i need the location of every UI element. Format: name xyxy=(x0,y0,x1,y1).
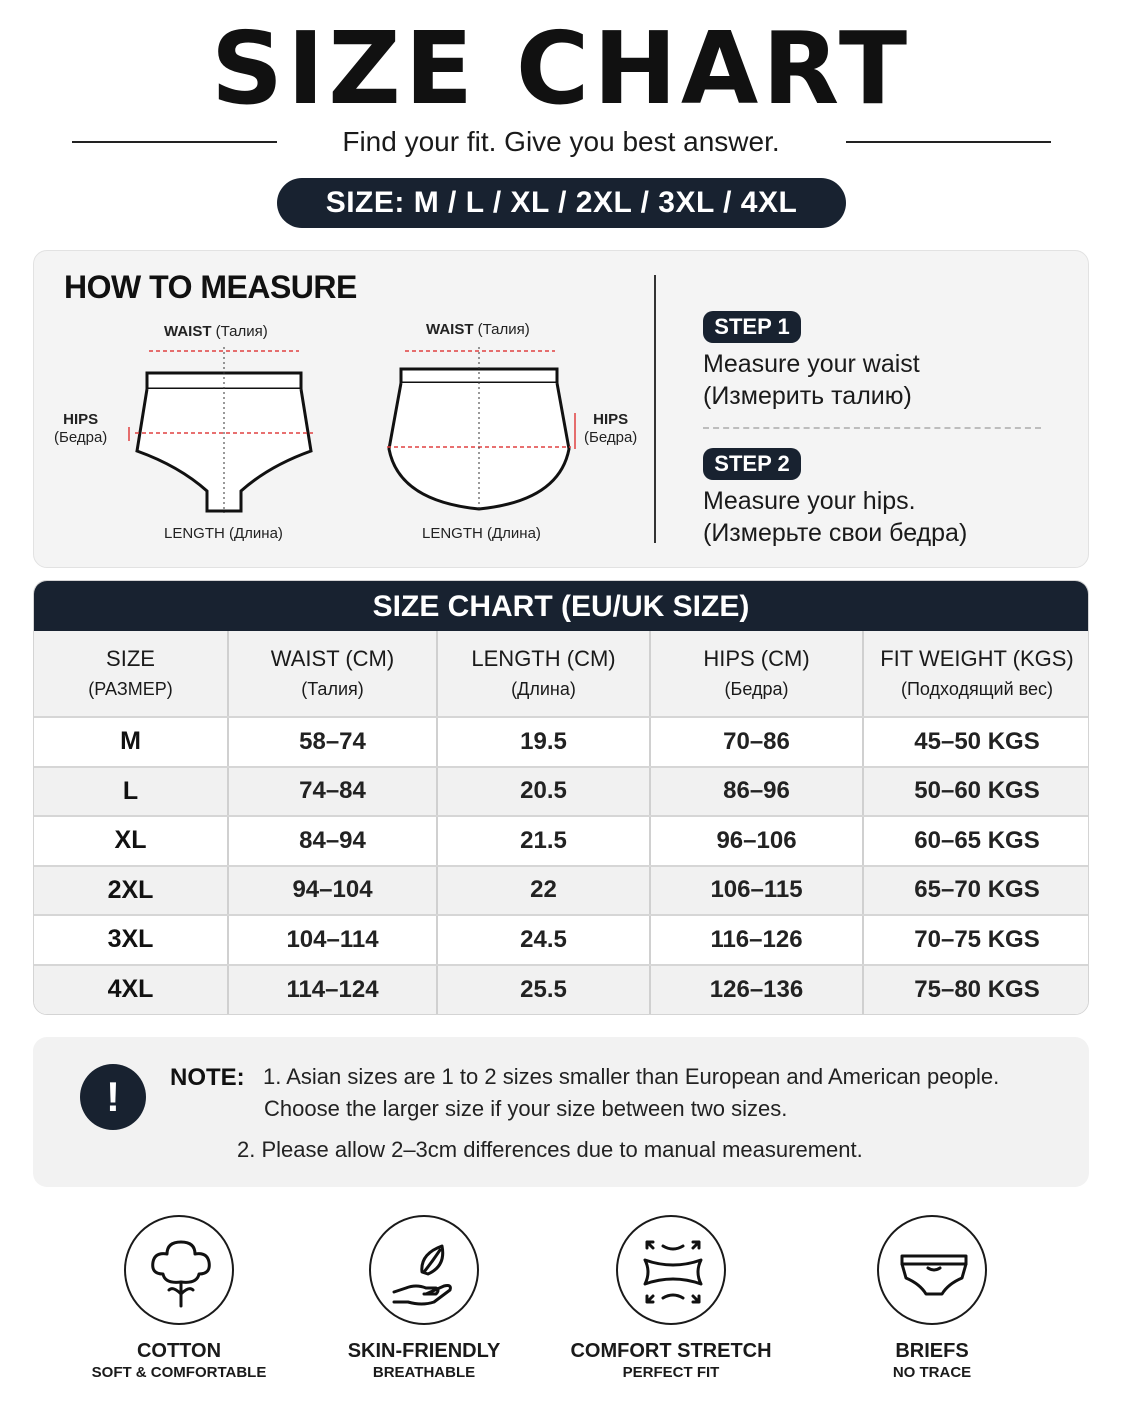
step-1-text-ru: (Измерить талию) xyxy=(703,382,912,410)
feature-title: BRIEFS xyxy=(895,1340,969,1362)
note-label: NOTE: xyxy=(170,1064,245,1091)
table-cell: 21.5 xyxy=(437,816,650,866)
feature-title: SKIN-FRIENDLY xyxy=(347,1340,501,1362)
how-to-measure-panel xyxy=(33,250,1089,568)
table-cell: 96–106 xyxy=(650,816,863,866)
table-row xyxy=(34,717,1089,767)
feature-subtitle: PERFECT FIT xyxy=(622,1364,720,1381)
table-cell: 19.5 xyxy=(437,717,650,767)
table-cell: M xyxy=(34,717,228,767)
cotton-icon xyxy=(124,1215,234,1325)
table-row xyxy=(34,965,1089,1015)
table-cell: 20.5 xyxy=(437,767,650,817)
step-1-text: Measure your waist xyxy=(703,350,920,378)
table-cell: 126–136 xyxy=(650,965,863,1015)
header-size: SIZE (РАЗМЕР) xyxy=(34,631,228,717)
table-row xyxy=(34,816,1089,866)
page-title: SIZE CHART xyxy=(210,10,912,127)
step-2-text: Measure your hips. xyxy=(703,487,916,515)
table-cell: 114–124 xyxy=(228,965,437,1015)
table-cell: 70–75 KGS xyxy=(863,915,1089,965)
feature-subtitle: SOFT & COMFORTABLE xyxy=(91,1364,267,1381)
front-waist-label: WAIST (Талия) xyxy=(164,323,268,340)
header-fit-weight: FIT WEIGHT (KGS) (Подходящий вес) xyxy=(863,631,1089,717)
table-cell: 45–50 KGS xyxy=(863,717,1089,767)
measure-divider xyxy=(654,275,656,543)
feature-cotton xyxy=(69,1215,289,1383)
table-cell: 22 xyxy=(437,866,650,916)
table-cell: 65–70 KGS xyxy=(863,866,1089,916)
back-hips-label: HIPS (Бедра) xyxy=(584,411,638,446)
table-cell: 3XL xyxy=(34,915,228,965)
step-1-badge: STEP 1 xyxy=(703,311,801,343)
table-cell: 70–86 xyxy=(650,717,863,767)
table-cell: 116–126 xyxy=(650,915,863,965)
table-cell: 84–94 xyxy=(228,816,437,866)
note-item-1: 1. Asian sizes are 1 to 2 sizes smaller than European and American people. xyxy=(263,1064,1000,1089)
back-length-label: LENGTH (Длина) xyxy=(422,525,541,542)
feature-briefs xyxy=(822,1215,1042,1383)
table-cell: 24.5 xyxy=(437,915,650,965)
feature-subtitle: NO TRACE xyxy=(892,1364,972,1381)
back-waist-label: WAIST (Талия) xyxy=(426,321,530,338)
table-row xyxy=(34,866,1089,916)
table-cell: 94–104 xyxy=(228,866,437,916)
table-row xyxy=(34,915,1089,965)
subtitle-row xyxy=(0,122,1122,162)
table-cell: 60–65 KGS xyxy=(863,816,1089,866)
subtitle: Find your fit. Give you best answer. xyxy=(342,126,780,157)
feature-subtitle: BREATHABLE xyxy=(372,1364,476,1381)
front-length-label: LENGTH (Длина) xyxy=(164,525,283,542)
size-chart-title: SIZE CHART (EU/UK SIZE) xyxy=(34,581,1088,631)
exclamation-icon: ! xyxy=(80,1064,146,1130)
table-header-row xyxy=(34,631,1089,717)
step-2-badge: STEP 2 xyxy=(703,448,801,480)
feature-comfort-stretch xyxy=(561,1215,781,1383)
note-item-1-continued: Choose the larger size if your size between two sizes. xyxy=(264,1096,788,1121)
header-hips: HIPS (CM) (Бедра) xyxy=(650,631,863,717)
table-cell: 50–60 KGS xyxy=(863,767,1089,817)
size-table xyxy=(34,631,1089,1014)
back-briefs-diagram xyxy=(379,341,579,521)
available-sizes-badge: SIZE: M / L / XL / 2XL / 3XL / 4XL xyxy=(277,178,846,228)
size-chart-table xyxy=(33,580,1089,1015)
feature-title: COMFORT STRETCH xyxy=(570,1340,772,1362)
table-cell: 104–114 xyxy=(228,915,437,965)
leaf-hand-icon xyxy=(369,1215,479,1325)
how-to-measure-title: HOW TO MEASURE xyxy=(64,269,357,305)
briefs-icon xyxy=(877,1215,987,1325)
front-hips-label: HIPS (Бедра) xyxy=(54,411,108,446)
table-cell: 75–80 KGS xyxy=(863,965,1089,1015)
front-briefs-diagram xyxy=(119,341,329,521)
stretch-icon xyxy=(616,1215,726,1325)
table-cell: 86–96 xyxy=(650,767,863,817)
header-waist: WAIST (CM) (Талия) xyxy=(228,631,437,717)
table-cell: XL xyxy=(34,816,228,866)
subtitle-divider-right xyxy=(846,141,1051,143)
table-cell: 106–115 xyxy=(650,866,863,916)
table-cell: 4XL xyxy=(34,965,228,1015)
note-panel xyxy=(33,1037,1089,1187)
table-cell: 74–84 xyxy=(228,767,437,817)
table-cell: L xyxy=(34,767,228,817)
feature-title: COTTON xyxy=(136,1340,222,1362)
step-2-text-ru: (Измерьте свои бедра) xyxy=(703,519,968,547)
table-cell: 2XL xyxy=(34,866,228,916)
note-item-2: 2. Please allow 2–3cm differences due to manual measurement. xyxy=(237,1137,863,1162)
table-cell: 58–74 xyxy=(228,717,437,767)
header-length: LENGTH (CM) (Длина) xyxy=(437,631,650,717)
feature-skin-friendly xyxy=(314,1215,534,1383)
table-row xyxy=(34,767,1089,817)
step-separator xyxy=(703,427,1041,429)
table-cell: 25.5 xyxy=(437,965,650,1015)
